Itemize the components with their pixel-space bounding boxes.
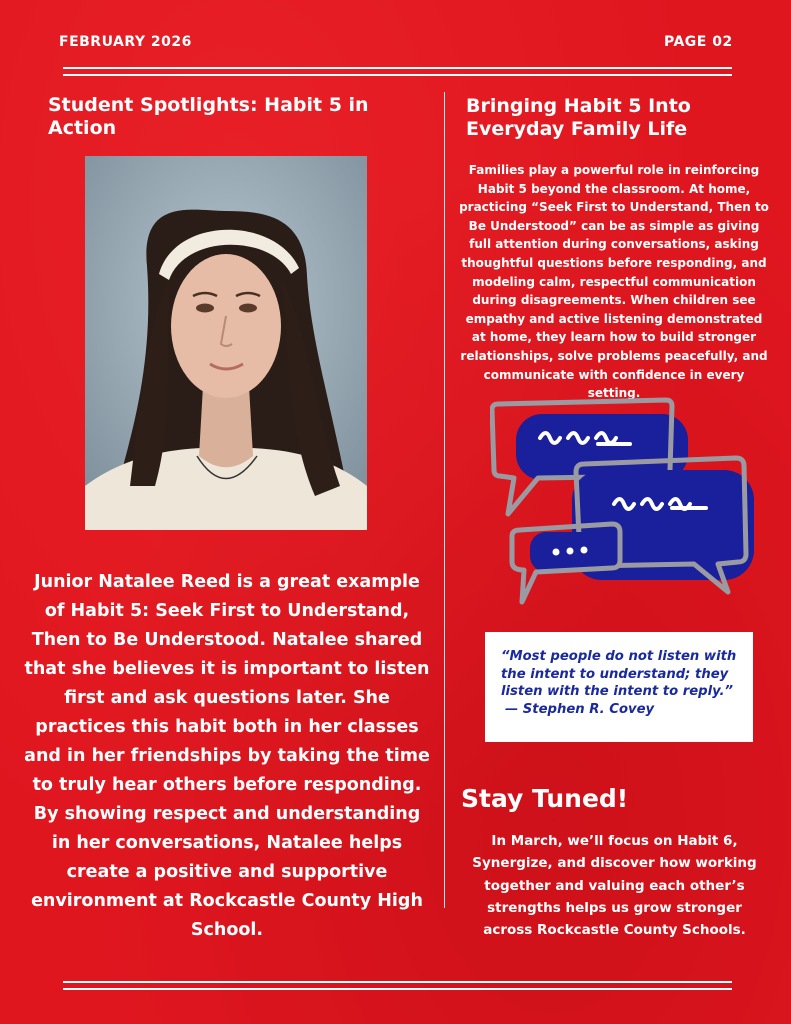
bottom-rule-2 bbox=[63, 988, 732, 990]
stay-tuned-title: Stay Tuned! bbox=[461, 784, 629, 813]
bottom-rule bbox=[63, 981, 732, 983]
student-photo bbox=[85, 156, 367, 530]
issue-date: FEBRUARY 2026 bbox=[59, 34, 192, 50]
top-rule bbox=[63, 67, 732, 69]
family-body: Families play a powerful role in reinforcing Habit 5 beyond the classroom. At home, practicing “Seek First to Understand, Then to Be Understood” can be as simple as giving full attention during conversations, asking thoughtful questions before responding, and modeling calm, respectful communication during disagreements. When children see empathy and active listening demonstrated at home, they learn how to build stronger relationships, solve problems peacefully, and communicate with confidence in every setting. bbox=[459, 163, 769, 401]
page-number: PAGE 02 bbox=[664, 34, 733, 50]
column-divider bbox=[444, 92, 445, 908]
family-heading bbox=[466, 95, 776, 141]
stay-tuned-body: In March, we’ll focus on Habit 6, Synergize, and discover how working together and valuing each other’s strengths helps us grow stronger across Rockcastle County Schools. bbox=[472, 833, 757, 939]
quote-text: “Most people do not listen with the intent to understand; they listen with the intent to reply.” bbox=[501, 649, 737, 699]
spotlight-body: Junior Natalee Reed is a great example of Habit 5: Seek First to Understand, Then to Be Understood. Natalee shared that she believes it is important to listen first and ask questions later. She practices this habit both in her classes and in her friendships by taking the time to truly hear others before responding. By showing respect and understanding in her conversations, Natalee helps create a positive and supportive environment at Rockcastle County High School. bbox=[24, 572, 430, 940]
family-heading-line2: Everyday Family Life bbox=[466, 118, 688, 140]
quote-box bbox=[485, 632, 753, 742]
family-heading-line1: Bringing Habit 5 Into bbox=[466, 95, 691, 117]
quote-author: — Stephen R. Covey bbox=[505, 701, 655, 717]
spotlight-heading: Student Spotlights: Habit 5 in Action bbox=[48, 94, 369, 139]
speech-bubbles-icon bbox=[490, 396, 760, 608]
portrait-illustration bbox=[85, 156, 367, 530]
top-rule-2 bbox=[63, 74, 732, 76]
